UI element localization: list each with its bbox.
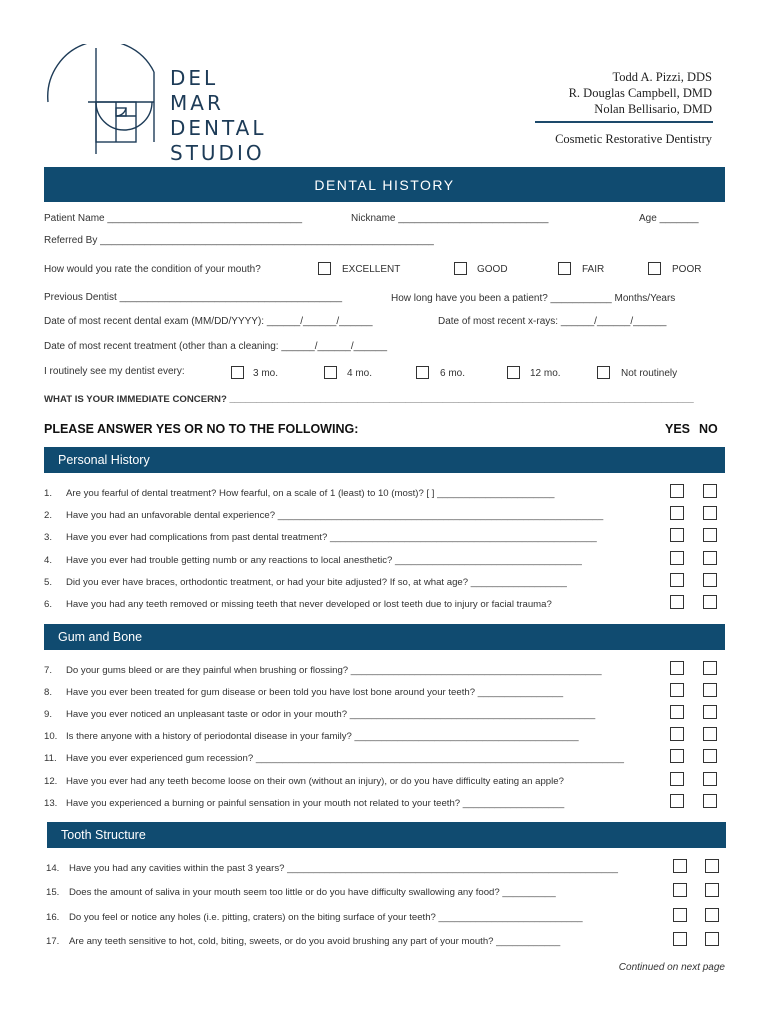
logo: [44, 44, 274, 165]
form-title-banner: [44, 167, 725, 202]
golden-spiral-logo-icon: [44, 44, 164, 156]
question-text: Is there anyone with a history of periodontal disease in your family? __________________________________________: [66, 731, 579, 742]
poor-label: POOR: [672, 264, 702, 275]
good-label: GOOD: [477, 264, 508, 275]
question-text: Have you ever noticed an unpleasant taste or odor in your mouth? ______________________________________________: [66, 709, 596, 720]
logo-line-1: DEL MAR: [170, 66, 224, 115]
no-checkbox[interactable]: [703, 772, 717, 786]
immediate-concern-field[interactable]: WHAT IS YOUR IMMEDIATE CONCERN? _______________________________________________________________________________________: [44, 394, 694, 405]
no-checkbox[interactable]: [703, 484, 717, 498]
question-text: Have you experienced a burning or painful sensation in your mouth not related to your teeth? ___________________: [66, 798, 565, 809]
section-title: Gum and Bone: [58, 630, 143, 644]
question-text: Have you ever had any teeth become loose on their own (without an injury), or do you have difficulty eating an apple?: [66, 776, 564, 787]
routine-not-routinely-checkbox[interactable]: [597, 366, 610, 379]
no-column-label: NO: [699, 422, 718, 436]
section-title: Personal History: [58, 453, 150, 467]
nickname-field[interactable]: Nickname ___________________________: [351, 213, 549, 224]
routine-3mo-checkbox[interactable]: [231, 366, 244, 379]
yes-checkbox[interactable]: [670, 506, 684, 520]
no-checkbox[interactable]: [703, 551, 717, 565]
no-checkbox[interactable]: [703, 595, 717, 609]
no-checkbox[interactable]: [703, 749, 717, 763]
question-number: 1.: [44, 488, 53, 499]
routine-label: I routinely see my dentist every:: [44, 366, 185, 377]
logo-line-2: DENTAL: [170, 116, 267, 140]
question-text: Have you had any cavities within the past 3 years? ______________________________________________________________: [69, 863, 618, 874]
question-number: 10.: [44, 731, 58, 742]
question-text: Have you ever been treated for gum disease or been told you have lost bone around your teeth? ________________: [66, 687, 564, 698]
yes-checkbox[interactable]: [673, 908, 687, 922]
yes-checkbox[interactable]: [670, 705, 684, 719]
question-text: Have you ever experienced gum recession? _____________________________________________________________________: [66, 753, 625, 764]
yes-checkbox[interactable]: [670, 528, 684, 542]
yes-column-label: YES: [665, 422, 691, 436]
fair-label: FAIR: [582, 264, 605, 275]
yes-checkbox[interactable]: [670, 772, 684, 786]
question-number: 4.: [44, 555, 53, 566]
header-divider: [535, 121, 713, 123]
yes-checkbox[interactable]: [670, 551, 684, 565]
question-text: Does the amount of saliva in your mouth seem too little or do you have difficulty swallowing any food? __________: [69, 887, 556, 898]
section-header: [47, 822, 726, 848]
question-text: Do you feel or notice any holes (i.e. pitting, craters) on the biting surface of your teeth? ___________________________: [69, 912, 583, 923]
question-number: 14.: [46, 863, 60, 874]
yes-checkbox[interactable]: [670, 794, 684, 808]
recent-xrays-field[interactable]: Date of most recent x-rays: ______/______/______: [438, 316, 667, 327]
yes-checkbox[interactable]: [670, 661, 684, 675]
good-checkbox[interactable]: [454, 262, 467, 275]
no-checkbox[interactable]: [703, 506, 717, 520]
routine-12mo-label: 12 mo.: [530, 368, 561, 379]
question-text: Have you had any teeth removed or missing teeth that never developed or lost teeth due to injury or facial trauma?: [66, 599, 552, 610]
question-text: Are you fearful of dental treatment? How fearful, on a scale of 1 (least) to 10 (most)? [ ] ______________________: [66, 488, 555, 499]
recent-exam-field[interactable]: Date of most recent dental exam (MM/DD/YYYY): ______/______/______: [44, 316, 373, 327]
routine-not-routinely-label: Not routinely: [621, 368, 678, 379]
question-number: 6.: [44, 599, 53, 610]
routine-6mo-checkbox[interactable]: [416, 366, 429, 379]
question-number: 17.: [46, 936, 60, 947]
yes-checkbox[interactable]: [673, 932, 687, 946]
previous-dentist-field[interactable]: Previous Dentist ________________________________________: [44, 292, 343, 303]
no-checkbox[interactable]: [703, 528, 717, 542]
question-number: 8.: [44, 687, 53, 698]
logo-line-3: STUDIO: [170, 141, 265, 165]
yes-checkbox[interactable]: [673, 859, 687, 873]
excellent-checkbox[interactable]: [318, 262, 331, 275]
question-number: 11.: [44, 753, 57, 764]
question-number: 15.: [46, 887, 60, 898]
no-checkbox[interactable]: [705, 859, 719, 873]
doctor-list: [569, 69, 712, 117]
routine-4mo-checkbox[interactable]: [324, 366, 337, 379]
yes-checkbox[interactable]: [673, 883, 687, 897]
no-checkbox[interactable]: [705, 908, 719, 922]
question-number: 3.: [44, 532, 53, 543]
no-checkbox[interactable]: [705, 883, 719, 897]
yes-checkbox[interactable]: [670, 595, 684, 609]
routine-6mo-label: 6 mo.: [440, 368, 466, 379]
no-checkbox[interactable]: [703, 705, 717, 719]
question-text: Do your gums bleed or are they painful when brushing or flossing? _______________________________________________: [66, 665, 602, 676]
doctor-name: Nolan Bellisario, DMD: [594, 102, 712, 116]
doctor-name: R. Douglas Campbell, DMD: [568, 86, 712, 100]
form-title: DENTAL HISTORY: [314, 177, 455, 193]
question-text: Have you ever had complications from past dental treatment? __________________________________________________: [66, 532, 597, 543]
doctor-name: Todd A. Pizzi, DDS: [612, 70, 712, 84]
question-text: Have you ever had trouble getting numb or any reactions to local anesthetic? ___________________________________: [66, 555, 582, 566]
excellent-label: EXCELLENT: [342, 264, 401, 275]
no-checkbox[interactable]: [703, 573, 717, 587]
instructions-heading: PLEASE ANSWER YES OR NO TO THE FOLLOWING:: [44, 422, 359, 436]
question-number: 16.: [46, 912, 60, 923]
yes-checkbox[interactable]: [670, 727, 684, 741]
section-header: [44, 624, 725, 650]
yes-checkbox[interactable]: [670, 484, 684, 498]
tagline: Cosmetic Restorative Dentistry: [555, 132, 712, 146]
fair-checkbox[interactable]: [558, 262, 571, 275]
yes-checkbox[interactable]: [670, 683, 684, 697]
question-text: Are any teeth sensitive to hot, cold, biting, sweets, or do you avoid brushing any part of your mouth? ____________: [69, 936, 561, 947]
question-number: 2.: [44, 510, 53, 521]
yes-checkbox[interactable]: [670, 749, 684, 763]
question-number: 7.: [44, 665, 53, 676]
yes-checkbox[interactable]: [670, 573, 684, 587]
question-number: 9.: [44, 709, 53, 720]
poor-checkbox[interactable]: [648, 262, 661, 275]
routine-3mo-label: 3 mo.: [253, 368, 279, 379]
no-checkbox[interactable]: [703, 794, 717, 808]
age-field[interactable]: Age _______: [639, 213, 699, 224]
section-header: [44, 447, 725, 473]
section-title: Tooth Structure: [61, 828, 146, 842]
routine-12mo-checkbox[interactable]: [507, 366, 520, 379]
referred-by-field[interactable]: Referred By ____________________________________________________________: [44, 235, 434, 246]
no-checkbox[interactable]: [703, 661, 717, 675]
question-text: Did you ever have braces, orthodontic treatment, or had your bite adjusted? If so, at what age? __________________: [66, 577, 567, 588]
continued-note: Continued on next page: [618, 962, 725, 973]
patient-duration-field[interactable]: How long have you been a patient? ___________ Months/Years: [391, 293, 676, 304]
patient-name-field[interactable]: Patient Name ___________________________________: [44, 213, 303, 224]
no-checkbox[interactable]: [703, 727, 717, 741]
routine-4mo-label: 4 mo.: [347, 368, 373, 379]
condition-question: How would you rate the condition of your mouth?: [44, 264, 261, 275]
recent-treatment-field[interactable]: Date of most recent treatment (other than a cleaning: ______/______/______: [44, 341, 388, 352]
question-number: 13.: [44, 798, 58, 809]
question-number: 5.: [44, 577, 53, 588]
no-checkbox[interactable]: [705, 932, 719, 946]
question-text: Have you had an unfavorable dental experience? _____________________________________________________________: [66, 510, 604, 521]
question-number: 12.: [44, 776, 58, 787]
no-checkbox[interactable]: [703, 683, 717, 697]
